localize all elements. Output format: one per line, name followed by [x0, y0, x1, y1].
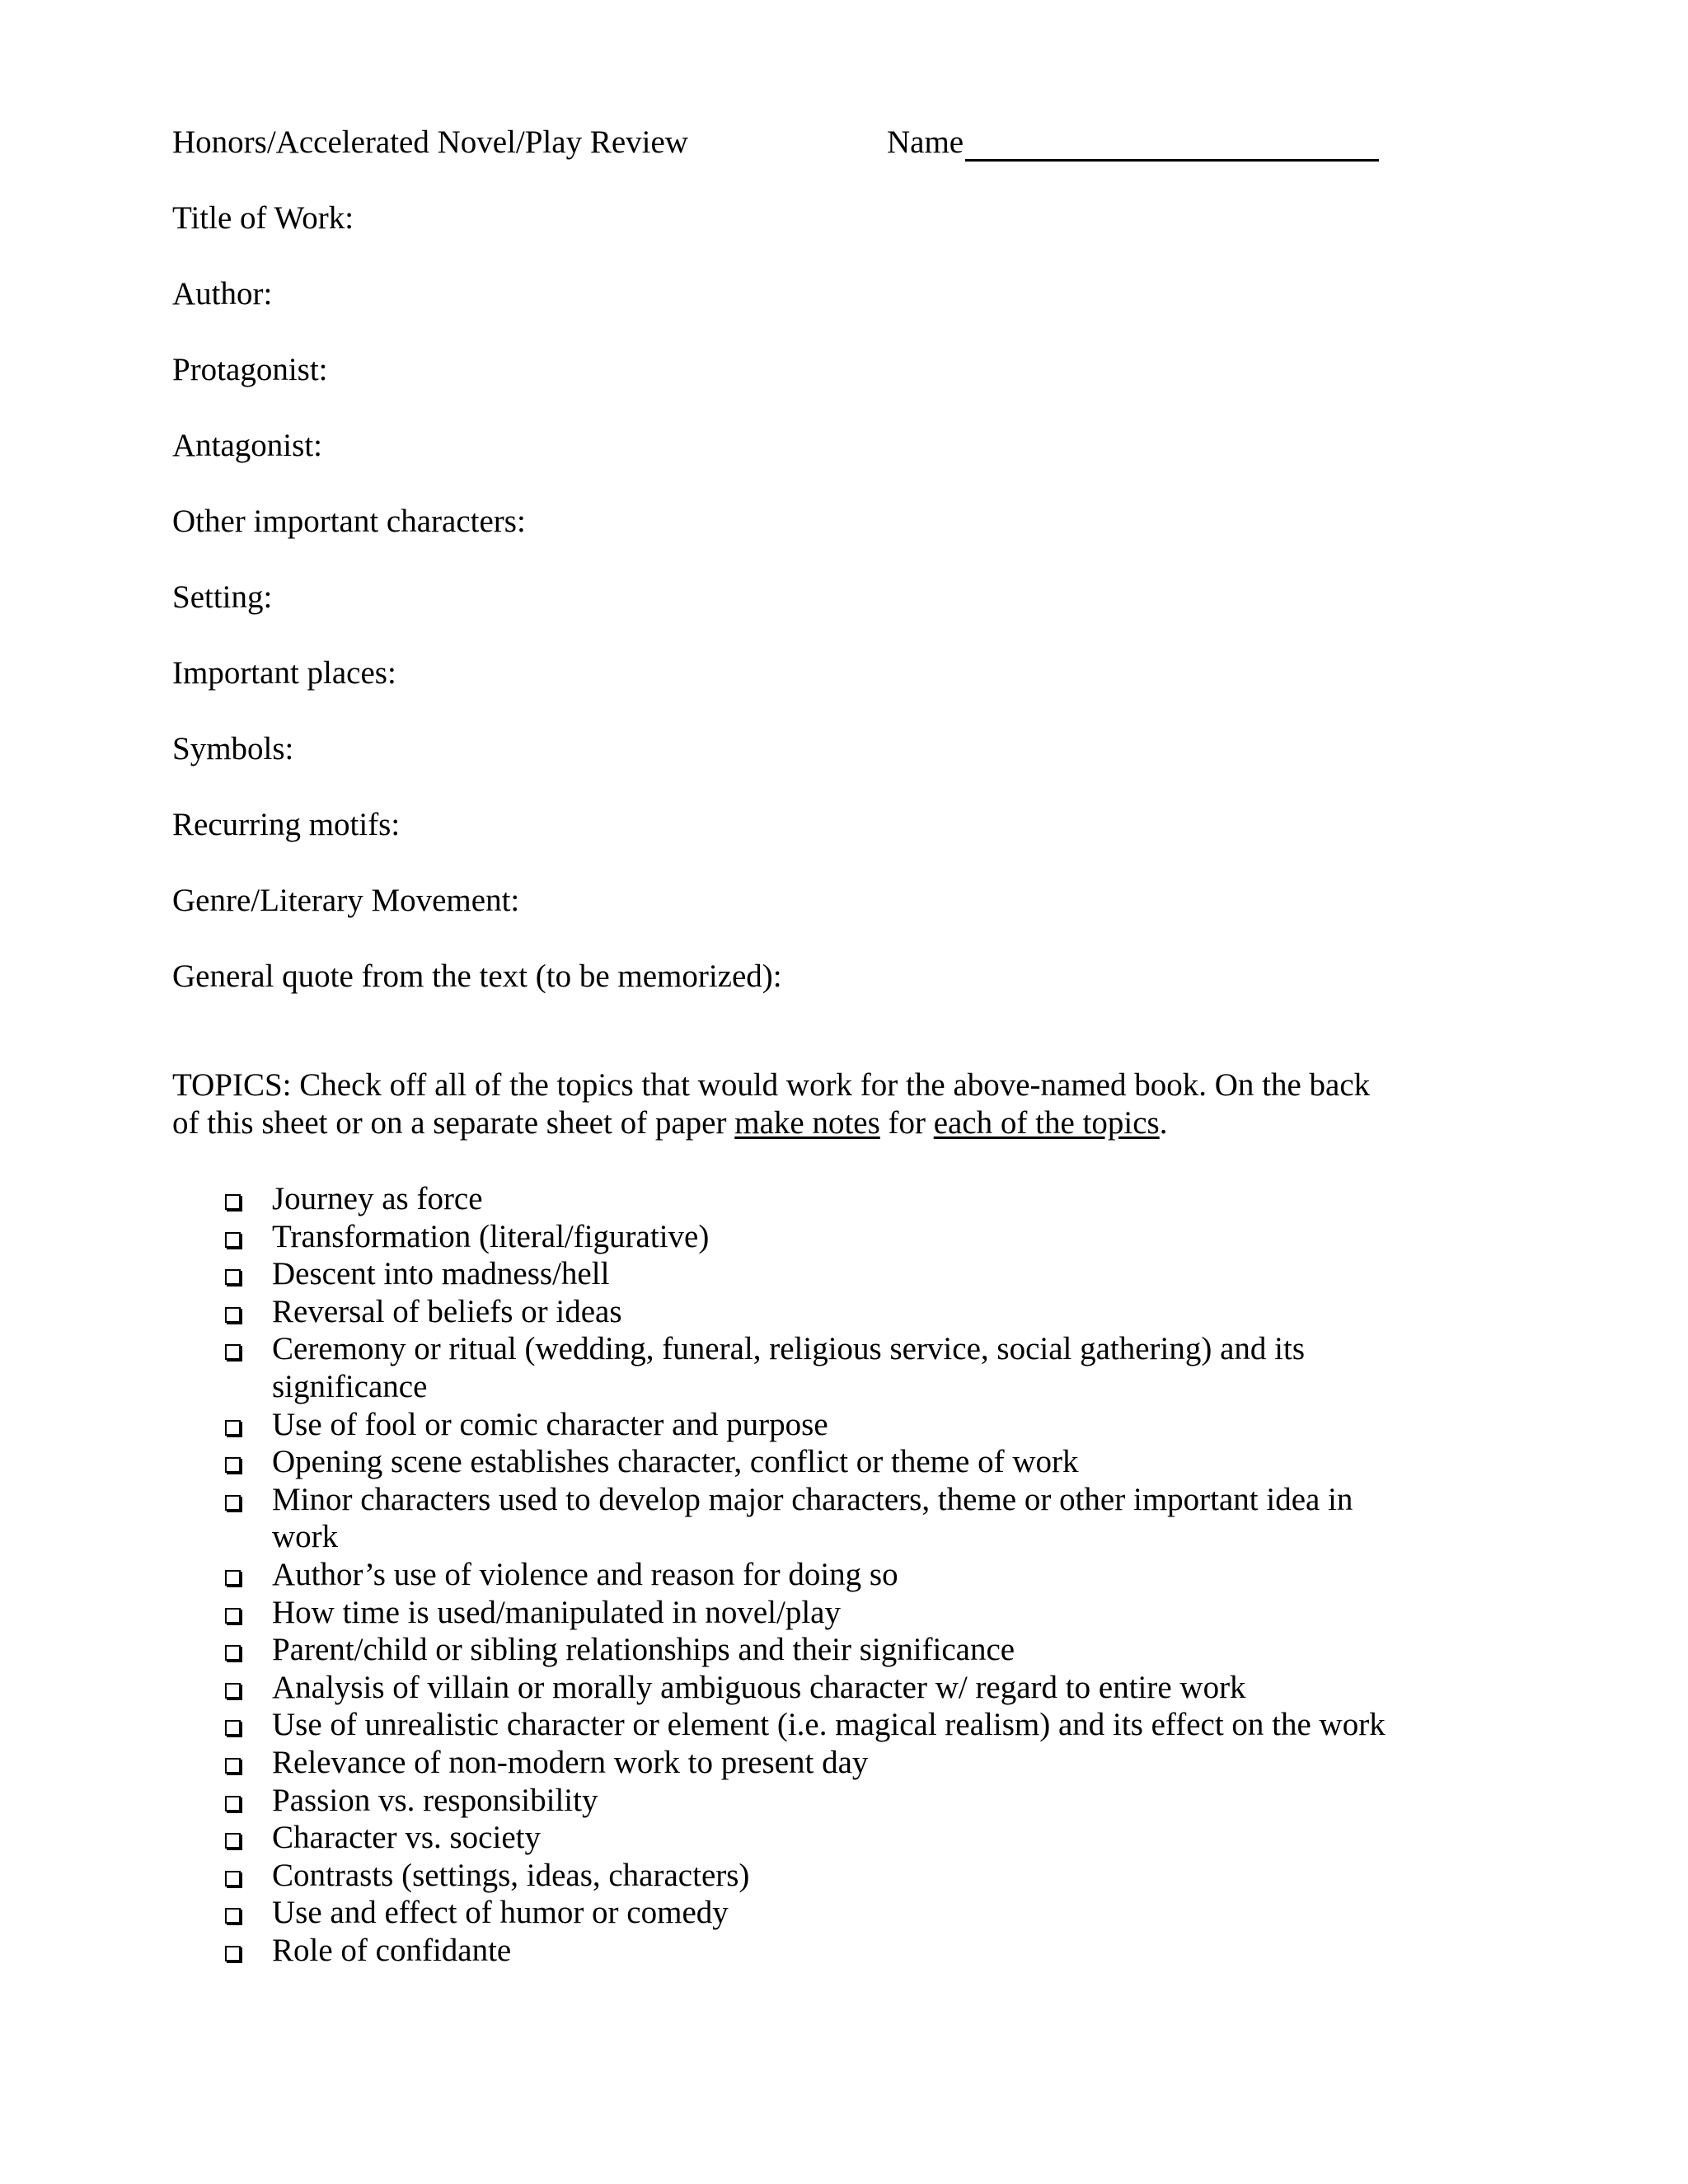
- name-blank-line[interactable]: [965, 129, 1379, 162]
- topic-label: Contrasts (settings, ideas, characters): [272, 1857, 750, 1893]
- checkbox-icon[interactable]: [225, 1871, 241, 1886]
- topic-label: Use of unrealistic character or element (i.e. magical realism) and its effect on the work: [272, 1707, 1386, 1743]
- topic-label: Author’s use of violence and reason for doing so: [272, 1557, 898, 1592]
- instructions-text: of this sheet or on a separate sheet of paper: [172, 1105, 735, 1141]
- field-setting: Setting:: [172, 579, 273, 615]
- checkbox-icon[interactable]: [225, 1307, 241, 1323]
- checkbox-icon[interactable]: [225, 1645, 241, 1661]
- topic-label: Opening scene establishes character, conflict or theme of work: [272, 1444, 1079, 1480]
- checkbox-icon[interactable]: [225, 1344, 241, 1360]
- instructions-period: .: [1159, 1105, 1168, 1141]
- checkbox-icon[interactable]: [225, 1720, 241, 1736]
- checkbox-icon[interactable]: [225, 1833, 241, 1849]
- topic-label: work: [272, 1519, 339, 1555]
- topic-label: significance: [272, 1369, 428, 1404]
- checkbox-icon[interactable]: [225, 1194, 241, 1210]
- make-notes-underlined: make notes: [734, 1105, 880, 1141]
- instructions-text: for: [879, 1105, 934, 1141]
- name-field[interactable]: [887, 124, 1379, 162]
- checkbox-icon[interactable]: [225, 1232, 241, 1248]
- topic-label: Reversal of beliefs or ideas: [272, 1293, 622, 1329]
- topics-instructions-line-2: [172, 1104, 1442, 1142]
- field-recurring-motifs: Recurring motifs:: [172, 807, 401, 842]
- field-title-of-work: Title of Work:: [172, 200, 354, 236]
- checkbox-icon[interactable]: [225, 1946, 241, 1961]
- topic-label: Transformation (literal/figurative): [272, 1218, 710, 1254]
- field-antagonist: Antagonist:: [172, 428, 322, 463]
- topic-label: Minor characters used to develop major characters, theme or other important idea in: [272, 1481, 1353, 1517]
- topic-label: Role of confidante: [272, 1933, 512, 1968]
- field-important-places: Important places:: [172, 655, 396, 691]
- topic-label: How time is used/manipulated in novel/play: [272, 1594, 841, 1630]
- field-genre: Genre/Literary Movement:: [172, 883, 520, 918]
- checkbox-icon[interactable]: [225, 1570, 241, 1586]
- topic-label: Ceremony or ritual (wedding, funeral, religious service, social gathering) and its: [272, 1331, 1306, 1367]
- checkbox-icon[interactable]: [225, 1495, 241, 1511]
- each-of-the-topics-underlined: each of the topics: [933, 1105, 1160, 1141]
- checkbox-icon[interactable]: [225, 1908, 241, 1924]
- field-general-quote: General quote from the text (to be memorized):: [172, 958, 782, 994]
- checkbox-icon[interactable]: [225, 1683, 241, 1699]
- topic-label: Descent into madness/hell: [272, 1256, 610, 1292]
- topic-label: Use and effect of humor or comedy: [272, 1895, 729, 1931]
- checkbox-icon[interactable]: [225, 1457, 241, 1473]
- name-label: Name: [887, 124, 964, 160]
- field-author: Author:: [172, 276, 273, 312]
- topics-instructions: [172, 1066, 1442, 1142]
- checkbox-icon[interactable]: [225, 1796, 241, 1811]
- worksheet-title: Honors/Accelerated Novel/Play Review: [172, 124, 688, 160]
- topic-label: Passion vs. responsibility: [272, 1782, 598, 1818]
- checkbox-icon[interactable]: [225, 1420, 241, 1436]
- checkbox-icon[interactable]: [225, 1269, 241, 1285]
- checkbox-icon[interactable]: [225, 1608, 241, 1624]
- field-protagonist: Protagonist:: [172, 352, 328, 387]
- topic-label: Parent/child or sibling relationships and their significance: [272, 1632, 1015, 1668]
- topics-instructions-line-1: TOPICS: Check off all of the topics that would work for the above-named book. On the back: [172, 1067, 1371, 1103]
- topic-label: Relevance of non-modern work to present day: [272, 1745, 869, 1780]
- checkbox-icon[interactable]: [225, 1758, 241, 1774]
- field-symbols: Symbols:: [172, 731, 294, 766]
- topic-label: Character vs. society: [272, 1820, 541, 1856]
- field-other-characters: Other important characters:: [172, 504, 526, 539]
- topic-label: Journey as force: [272, 1181, 483, 1216]
- topic-label: Use of fool or comic character and purpose: [272, 1406, 828, 1442]
- topic-label: Analysis of villain or morally ambiguous character w/ regard to entire work: [272, 1669, 1246, 1705]
